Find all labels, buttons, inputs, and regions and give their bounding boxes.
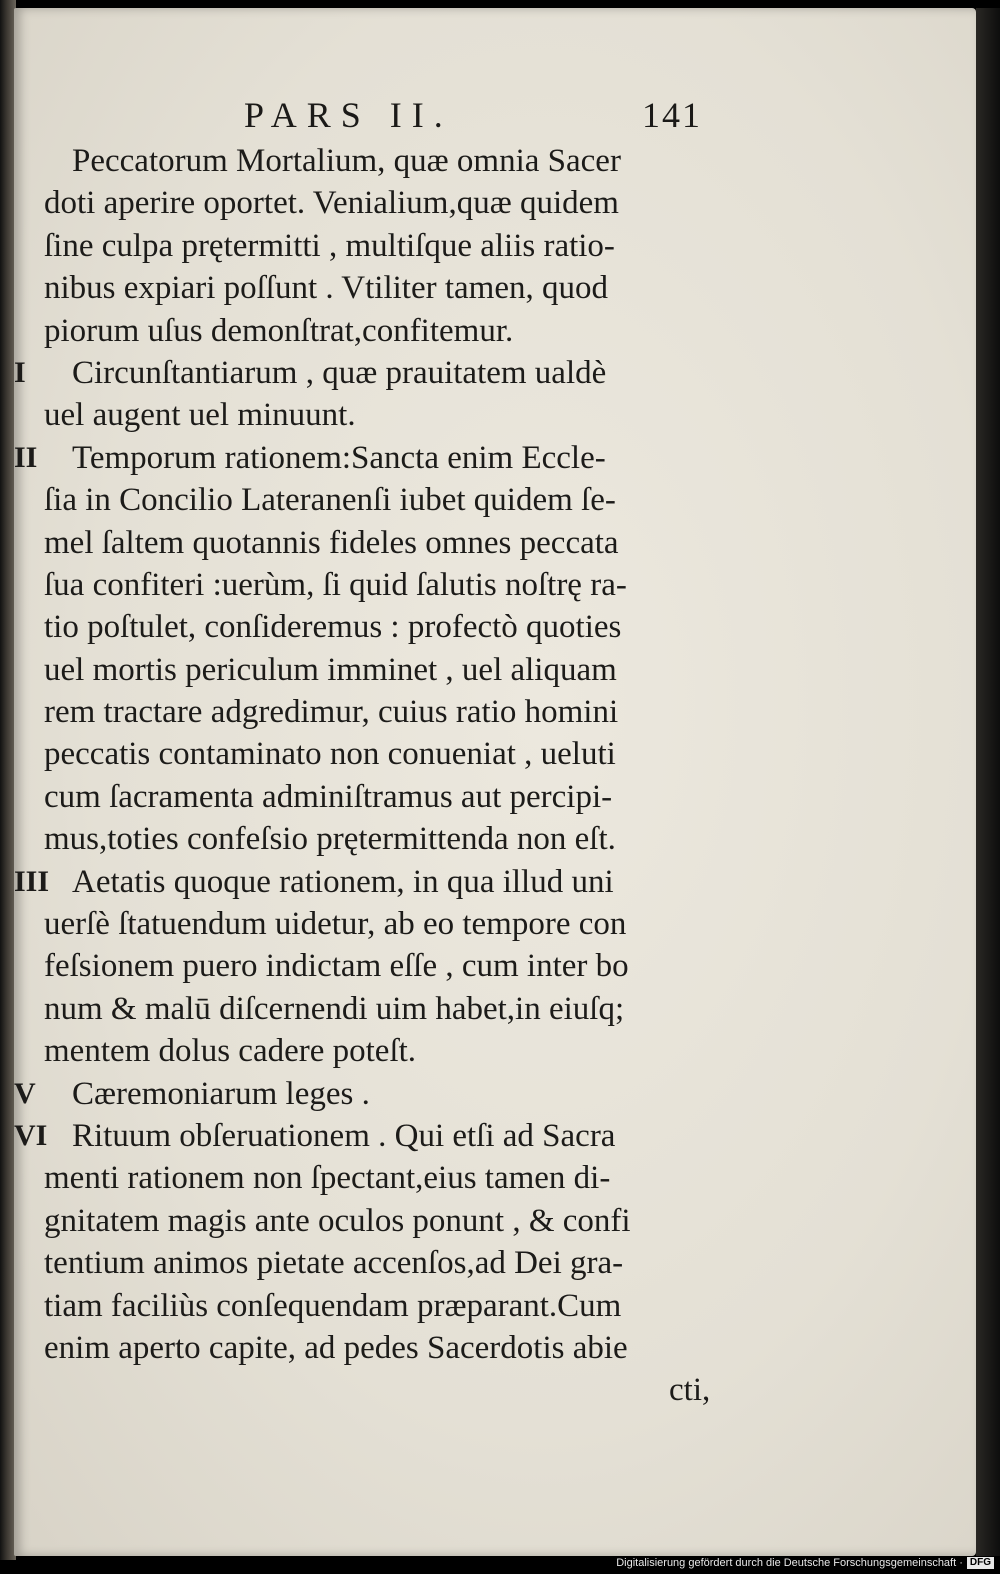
line-text: mus,toties confeſsio prętermittenda non eſt. xyxy=(44,821,616,858)
page-edge-shadow xyxy=(976,8,1000,1556)
catchword-line xyxy=(14,1369,976,1411)
margin-numeral: I xyxy=(14,355,26,389)
text-line xyxy=(14,1327,976,1369)
line-text: ſua confiteri :uerùm, ſi quid ſalutis noſtrę ra- xyxy=(44,566,627,603)
text-line xyxy=(14,1242,976,1284)
text-line xyxy=(14,988,976,1030)
text-line xyxy=(14,182,976,224)
text-line xyxy=(14,776,976,818)
line-text: doti aperire oportet. Venialium,quæ quidem xyxy=(44,185,619,222)
line-text: rem tractare adgredimur, cuius ratio homini xyxy=(44,694,619,731)
margin-numeral: VI xyxy=(14,1118,48,1152)
text-line xyxy=(14,903,976,945)
text-line xyxy=(14,733,976,775)
line-text: tentium animos pietate accenſos,ad Dei gra- xyxy=(44,1245,624,1282)
line-text: uerſè ſtatuendum uidetur, ab eo tempore con xyxy=(44,906,627,943)
text-line xyxy=(14,352,976,394)
text-line xyxy=(14,140,976,182)
text-line xyxy=(14,479,976,521)
line-text: uel augent uel minuunt. xyxy=(44,397,356,434)
margin-numeral: II xyxy=(14,440,38,474)
line-text: mel ſaltem quotannis fideles omnes peccata xyxy=(44,524,619,561)
digitization-credit xyxy=(616,1556,994,1570)
line-text: num & malū diſcernendi uim habet,in eiuſq; xyxy=(44,990,625,1027)
line-text: uel mortis periculum imminet , uel aliquam xyxy=(44,651,617,688)
running-title: PARS II. xyxy=(244,95,453,135)
line-text: Cæremoniarum leges . xyxy=(72,1075,370,1112)
line-text: Temporum rationem:Sanctа enim Eccle- xyxy=(72,439,606,476)
text-line xyxy=(14,691,976,733)
text-line xyxy=(14,267,976,309)
line-text: ſia in Concilio Lateranenſi iubet quidem ſe- xyxy=(44,482,616,519)
line-text: ſine culpa prętermitti , multiſque aliis ratio- xyxy=(44,227,615,264)
text-line xyxy=(14,945,976,987)
text-line xyxy=(14,606,976,648)
line-text: enim aperto capite, ad pedes Sacerdotis abie xyxy=(44,1329,628,1366)
text-line xyxy=(14,1200,976,1242)
text-line xyxy=(14,522,976,564)
text-line xyxy=(14,225,976,267)
line-text: tio poſtulet, conſideremus : profectò quoties xyxy=(44,609,622,646)
text-line xyxy=(14,649,976,691)
text-line xyxy=(14,861,976,903)
dfg-logo: DFG xyxy=(967,1557,994,1569)
text-line xyxy=(14,310,976,352)
line-text: Aetatis quoque rationem, in qua illud uni xyxy=(72,863,614,900)
line-text: cum ſacramenta adminiſtramus aut percipi- xyxy=(44,778,613,815)
text-line xyxy=(14,1285,976,1327)
text-line xyxy=(14,394,976,436)
text-line xyxy=(14,1157,976,1199)
text-line xyxy=(14,564,976,606)
line-text: tiam faciliùs conſequendam præparant.Cum xyxy=(44,1287,622,1324)
line-text: nibus expiari poſſunt . Vtiliter tamen, quod xyxy=(44,270,608,307)
line-text: Rituum obſeruationem . Qui etſi ad Sacra xyxy=(72,1117,616,1154)
catchword: cti, xyxy=(669,1372,711,1409)
margin-numeral: V xyxy=(14,1076,36,1110)
line-text: Circunſtantiarum , quæ prauitatem ualdè xyxy=(72,354,607,391)
text-line xyxy=(14,1073,976,1115)
credit-text: Digitalisierung gefördert durch die Deutsche Forschungsgemeinschaft · xyxy=(616,1557,963,1569)
text-line xyxy=(14,1030,976,1072)
text-line xyxy=(14,818,976,860)
page-header xyxy=(14,94,976,144)
body-text xyxy=(14,140,976,1412)
book-page xyxy=(14,8,976,1556)
line-text: mentem dolus cadere poteſt. xyxy=(44,1033,417,1070)
line-text: feſsionem puero indictam eſſe , cum inter bo xyxy=(44,948,629,985)
line-text: peccatis contaminato non conueniat , ueluti xyxy=(44,736,616,773)
text-line xyxy=(14,437,976,479)
text-line xyxy=(14,1115,976,1157)
margin-numeral: III xyxy=(14,864,50,898)
line-text: piorum uſus demonſtrat,confitemur. xyxy=(44,312,514,349)
line-text: menti rationem non ſpectant,eius tamen di- xyxy=(44,1160,611,1197)
page-number: 141 xyxy=(642,95,702,135)
line-text: gnitatem magis ante oculos ponunt , & confi xyxy=(44,1202,631,1239)
line-text: Peccatorum Mortalium, quæ omnia Sacer xyxy=(72,143,621,179)
